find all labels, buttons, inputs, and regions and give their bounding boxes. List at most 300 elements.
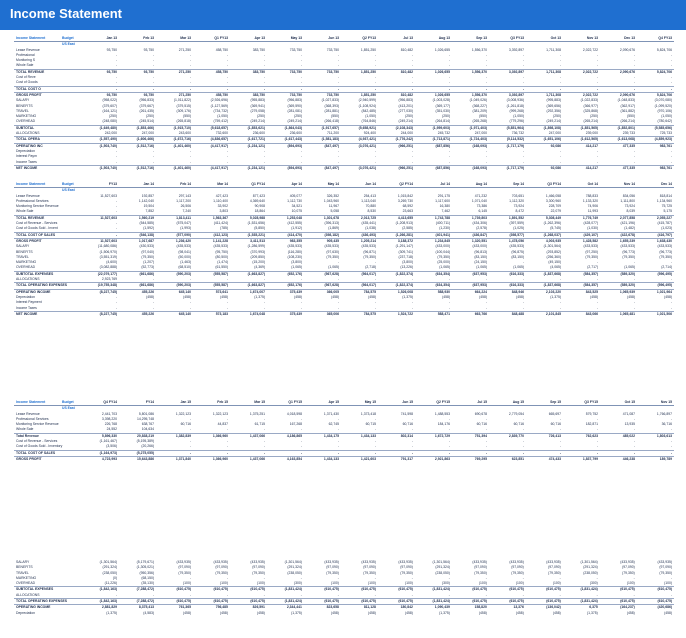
row-value: (1,613,068) bbox=[600, 137, 637, 143]
row-value: - bbox=[300, 159, 302, 164]
row-value: (265,214) bbox=[583, 119, 598, 124]
row-value: (1,038) bbox=[365, 226, 376, 231]
row-value: 1,071,040 bbox=[471, 198, 487, 203]
row-label: TOTAL OPERATING EXPENSES bbox=[14, 599, 82, 605]
statement-table bbox=[14, 36, 674, 171]
row-value: 180,842 bbox=[378, 605, 415, 611]
region-selector[interactable]: US East bbox=[62, 406, 75, 411]
row-label: SUBTOTAL EXPENSES bbox=[14, 271, 82, 277]
row-value: - bbox=[226, 416, 228, 421]
row-label: OPERATING INC bbox=[14, 143, 82, 149]
row-label: ALLOCATIONS bbox=[16, 131, 40, 136]
row-value: 90,908 bbox=[254, 204, 265, 209]
row-value: (281,881) bbox=[324, 108, 339, 113]
row-value: - bbox=[189, 154, 191, 159]
statement-selector[interactable]: Income Statement bbox=[14, 182, 60, 188]
row-value: - bbox=[119, 86, 156, 92]
row-value: 366,005 bbox=[304, 289, 341, 295]
row-value: - bbox=[115, 52, 117, 57]
row-value: - bbox=[415, 450, 452, 456]
row-value: (999,268) bbox=[509, 108, 524, 113]
row-value: (458) bbox=[220, 610, 228, 615]
row-value: 1,065,481 bbox=[600, 311, 637, 317]
row-value: 1,371,430 bbox=[323, 411, 339, 416]
row-value: - bbox=[489, 86, 526, 92]
row-value: 375,439 bbox=[267, 289, 304, 295]
row-value: - bbox=[263, 439, 265, 444]
row-value: - bbox=[263, 148, 265, 153]
row-value: 1,113,040 bbox=[361, 198, 376, 203]
row-value: (3,076,421) bbox=[341, 165, 378, 171]
row-value: (79,350) bbox=[585, 254, 598, 259]
row-value: 3,188,372 bbox=[378, 238, 415, 244]
row-value: - bbox=[670, 63, 672, 68]
row-value: - bbox=[522, 52, 524, 57]
region-selector[interactable]: US East bbox=[62, 188, 75, 193]
row-value: (250) bbox=[442, 114, 450, 119]
row-value: - bbox=[337, 575, 339, 580]
row-value: - bbox=[226, 154, 228, 159]
row-value: (79,350) bbox=[400, 570, 413, 575]
row-value: 573,183 bbox=[193, 311, 230, 317]
row-value: (100) bbox=[220, 581, 228, 586]
row-value: - bbox=[411, 75, 413, 80]
row-value: (1,375) bbox=[439, 610, 450, 615]
row-value: - bbox=[522, 159, 524, 164]
row-value: 2,022,722 bbox=[563, 69, 600, 75]
row-value: 983,761 bbox=[637, 143, 674, 149]
row-value: (956,883) bbox=[398, 98, 413, 103]
row-value: - bbox=[633, 154, 635, 159]
row-label: Monitoring S bbox=[16, 58, 36, 63]
row-value: - bbox=[226, 148, 228, 153]
row-value: (261,435) bbox=[139, 108, 154, 113]
row-value: - bbox=[374, 148, 376, 153]
row-value: - bbox=[263, 305, 265, 310]
row-value: 5,824,706 bbox=[656, 47, 672, 52]
row-value: 983,355 bbox=[267, 238, 304, 244]
row-value: (3,076,421) bbox=[341, 143, 378, 149]
row-value: - bbox=[411, 277, 413, 282]
row-value: 877,423 bbox=[252, 193, 265, 198]
row-value: - bbox=[559, 52, 561, 57]
row-value: 1,560,219 bbox=[119, 215, 156, 221]
row-value: 1,366,960 bbox=[193, 433, 230, 439]
row-value: - bbox=[263, 159, 265, 164]
row-value: (458) bbox=[331, 294, 339, 299]
row-value: (555,587) bbox=[193, 271, 230, 277]
column-header: Dec 13 bbox=[600, 36, 637, 42]
row-value: 34,521 bbox=[291, 204, 302, 209]
row-value: (1,291,147) bbox=[395, 244, 413, 249]
row-value: 1,133,320 bbox=[582, 198, 598, 203]
row-value: (433,935) bbox=[657, 560, 672, 564]
row-value: (564,017) bbox=[341, 271, 378, 277]
row-label: Depreciation bbox=[16, 148, 36, 153]
row-value: (5,114,532) bbox=[489, 137, 526, 143]
row-value: - bbox=[374, 300, 376, 305]
row-value: - bbox=[670, 75, 672, 80]
row-value: (458) bbox=[627, 294, 635, 299]
row-value: - bbox=[448, 75, 450, 80]
row-value: (970,106) bbox=[657, 108, 672, 113]
region-selector[interactable]: US East bbox=[62, 42, 75, 47]
row-value: - bbox=[337, 300, 339, 305]
row-value: (209,850) bbox=[250, 254, 265, 259]
row-value: (168,093) bbox=[452, 143, 489, 149]
row-value: - bbox=[226, 305, 228, 310]
row-value: 1,065,939 bbox=[600, 289, 637, 295]
row-value: - bbox=[152, 159, 154, 164]
row-value: - bbox=[522, 300, 524, 305]
row-value: (250) bbox=[109, 114, 117, 119]
row-value: 1,320,551 bbox=[452, 238, 489, 244]
row-value: 26,506 bbox=[180, 204, 191, 209]
row-value: - bbox=[596, 575, 598, 580]
row-value: (687,856) bbox=[415, 143, 452, 149]
page-title: Income Statement bbox=[10, 6, 122, 21]
row-value: (96,773) bbox=[622, 249, 635, 254]
row-value: - bbox=[670, 427, 672, 432]
row-label: Income Taxes bbox=[16, 305, 37, 310]
row-value: (97,090) bbox=[215, 565, 228, 570]
row-value: 228,709 bbox=[548, 204, 561, 209]
row-value: (291,324) bbox=[583, 565, 598, 570]
column-header: Jul 14 bbox=[415, 182, 452, 188]
row-value: 1,110,400 bbox=[213, 198, 228, 203]
row-value: - bbox=[304, 450, 341, 456]
row-value: (3,008,936) bbox=[506, 98, 524, 103]
row-value: (1,993) bbox=[180, 226, 191, 231]
column-header: Jun 13 bbox=[304, 36, 341, 42]
row-value: - bbox=[596, 58, 598, 63]
row-value: 4,018,598 bbox=[286, 411, 302, 416]
row-value: (68,150) bbox=[141, 575, 154, 580]
row-value: - bbox=[337, 427, 339, 432]
row-label: MARKETING bbox=[16, 114, 37, 119]
row-value: - bbox=[411, 148, 413, 153]
row-value: - bbox=[337, 58, 339, 63]
row-value: (435,533) bbox=[361, 244, 376, 249]
row-value: (1,301,564) bbox=[580, 560, 598, 564]
row-value: 7,240 bbox=[182, 209, 191, 214]
row-value: 1,851,250 bbox=[341, 92, 378, 98]
row-value: - bbox=[115, 300, 117, 305]
scenario-selector[interactable]: Budget bbox=[60, 182, 82, 188]
row-value: - bbox=[263, 80, 265, 85]
row-value: 11,527,603 bbox=[82, 215, 119, 221]
row-value: (97,090) bbox=[400, 565, 413, 570]
row-value: (5,275,055) bbox=[119, 450, 156, 456]
row-value: 588,930 bbox=[415, 289, 452, 295]
row-value: (97,250) bbox=[585, 249, 598, 254]
row-value: 1,234,845 bbox=[415, 238, 452, 244]
column-header: Feb 14 bbox=[156, 182, 193, 188]
row-value: (1,161,467) bbox=[99, 439, 117, 444]
row-value: 1,638,430 bbox=[637, 238, 674, 244]
row-value: (1,482) bbox=[624, 226, 635, 231]
row-value: (435,533) bbox=[213, 244, 228, 249]
row-value: 5,896,330 bbox=[82, 433, 119, 439]
row-value: - bbox=[485, 52, 487, 57]
row-value: 2,881,829 bbox=[82, 605, 119, 611]
column-header: Oct 14 bbox=[563, 182, 600, 188]
row-value: 5,175 bbox=[663, 209, 672, 214]
row-value: - bbox=[596, 159, 598, 164]
row-value: - bbox=[226, 63, 228, 68]
row-value: (433,000) bbox=[435, 244, 450, 249]
row-value: (610,475) bbox=[230, 599, 267, 605]
row-value: 20,838,219 bbox=[119, 433, 156, 439]
row-value: - bbox=[115, 159, 117, 164]
row-value: - bbox=[670, 154, 672, 159]
row-value: (616,333) bbox=[489, 271, 526, 277]
row-value: - bbox=[152, 305, 154, 310]
row-value: (1,401,460) bbox=[156, 143, 193, 149]
row-value: 784,575 bbox=[341, 311, 378, 317]
row-value: - bbox=[152, 148, 154, 153]
row-value: 983,761 bbox=[637, 165, 674, 171]
column-header: Oct 13 bbox=[526, 36, 563, 42]
row-value: 1,711,308 bbox=[526, 69, 563, 75]
row-value: 2,022,722 bbox=[582, 47, 598, 52]
row-value: (4,583) bbox=[143, 610, 154, 615]
row-value: - bbox=[448, 427, 450, 432]
row-value: (433,533) bbox=[583, 244, 598, 249]
row-value: (79,350) bbox=[326, 570, 339, 575]
row-value: - bbox=[374, 75, 376, 80]
row-label: ALLOCATIONS bbox=[16, 277, 40, 282]
statement-selector[interactable]: Income Statement bbox=[14, 400, 60, 406]
row-value: (1,261,818) bbox=[506, 103, 524, 108]
row-value: 36,716 bbox=[661, 422, 672, 427]
row-value: - bbox=[559, 575, 561, 580]
row-label: Income Taxes bbox=[16, 159, 37, 164]
row-value: (97,090) bbox=[474, 565, 487, 570]
row-value: - bbox=[448, 439, 450, 444]
row-value: (1,099,520) bbox=[654, 103, 672, 108]
row-value: - bbox=[559, 277, 561, 282]
column-header: Sep 13 bbox=[452, 36, 489, 42]
row-value: (1,663,827) bbox=[230, 283, 267, 289]
row-value: (458) bbox=[516, 294, 524, 299]
row-value: - bbox=[448, 300, 450, 305]
row-value: - bbox=[263, 154, 265, 159]
row-value: (1,852,801) bbox=[600, 125, 637, 131]
row-value: (100) bbox=[404, 581, 413, 586]
row-value: (79,350) bbox=[215, 570, 228, 575]
row-value: 458,750 bbox=[193, 92, 230, 98]
column-header: Q4 FY13 bbox=[637, 36, 674, 42]
row-value: (1,375) bbox=[106, 610, 117, 615]
row-value: (1,027,833) bbox=[321, 98, 339, 103]
row-value: (1,959,603) bbox=[415, 125, 452, 131]
row-value: - bbox=[300, 80, 302, 85]
row-value: - bbox=[374, 80, 376, 85]
row-value: - bbox=[596, 80, 598, 85]
row-value: - bbox=[411, 58, 413, 63]
row-value: (5,658,921) bbox=[341, 125, 378, 131]
row-value: - bbox=[633, 277, 635, 282]
row-value: - bbox=[637, 450, 674, 456]
row-value: 751,394 bbox=[452, 433, 489, 439]
row-label: TRAVEL bbox=[16, 570, 29, 575]
row-label: TOTAL OPERA bbox=[14, 137, 82, 143]
row-value: - bbox=[300, 416, 302, 421]
row-value: 11,527,603 bbox=[82, 238, 119, 244]
row-value: - bbox=[304, 86, 341, 92]
row-value: (256,360) bbox=[546, 254, 561, 259]
scenario-selector[interactable]: Budget bbox=[60, 36, 82, 42]
row-value: - bbox=[230, 86, 267, 92]
row-value: - bbox=[263, 592, 265, 597]
row-value: (15,200) bbox=[252, 260, 265, 265]
row-value: 2,921,863 bbox=[415, 456, 452, 462]
row-value: - bbox=[374, 52, 376, 57]
row-label: OVERHEAD bbox=[16, 265, 36, 270]
row-value: 711,200 bbox=[326, 131, 339, 136]
row-value: (637,953) bbox=[452, 271, 489, 277]
row-value: (610,475) bbox=[193, 587, 230, 593]
row-value: 733,750 bbox=[326, 47, 339, 52]
row-value: (98,041) bbox=[178, 249, 191, 254]
row-label: OVERHEAD bbox=[16, 119, 36, 124]
column-header: Q1 FY14 bbox=[230, 182, 267, 188]
row-value: - bbox=[378, 450, 415, 456]
column-header: Aug 15 bbox=[489, 400, 526, 406]
row-value: - bbox=[596, 439, 598, 444]
row-label: Professional Services bbox=[16, 416, 49, 421]
row-value: - bbox=[374, 439, 376, 444]
row-value: (428,077) bbox=[583, 221, 598, 226]
row-value: - bbox=[559, 159, 561, 164]
section-s3 bbox=[14, 400, 674, 462]
row-value: - bbox=[448, 416, 450, 421]
row-value: (2,717) bbox=[587, 265, 598, 270]
row-value: (434,306) bbox=[472, 221, 487, 226]
row-value: (610,475) bbox=[378, 599, 415, 605]
row-value: (1,301,564) bbox=[432, 560, 450, 564]
row-value: (610,475) bbox=[304, 599, 341, 605]
row-value: 158,820 bbox=[452, 605, 489, 611]
row-value: - bbox=[374, 58, 376, 63]
row-value: (414,470) bbox=[267, 232, 304, 238]
row-value: 471,087 bbox=[622, 411, 635, 416]
row-value: 1,111,800 bbox=[620, 198, 635, 203]
row-value: 2,103,220 bbox=[526, 289, 563, 295]
row-value: (413,201) bbox=[398, 103, 413, 108]
row-value: - bbox=[300, 427, 302, 432]
section-s2 bbox=[14, 182, 674, 317]
row-value: 93,750 bbox=[119, 69, 156, 75]
row-label: Lease Revenue bbox=[16, 47, 40, 52]
row-label: SUBTOTAL bbox=[14, 125, 82, 131]
row-value: (379,667) bbox=[139, 103, 154, 108]
statement-selector[interactable]: Income Statement bbox=[14, 36, 60, 42]
row-value: (577,090) bbox=[156, 232, 193, 238]
row-value: 579,752 bbox=[585, 411, 598, 416]
row-value: - bbox=[341, 450, 378, 456]
row-value: - bbox=[115, 294, 117, 299]
row-value: - bbox=[189, 148, 191, 153]
row-value: - bbox=[82, 232, 119, 238]
row-value: 455,226 bbox=[119, 311, 156, 317]
row-value: (4,417,917) bbox=[193, 143, 230, 149]
row-value: (250) bbox=[146, 114, 154, 119]
row-value: (610,475) bbox=[637, 587, 674, 593]
table-row bbox=[14, 311, 674, 317]
row-value: 60,715 bbox=[365, 422, 376, 427]
row-value: - bbox=[226, 592, 228, 597]
row-value: (734,732) bbox=[213, 108, 228, 113]
row-value: 1,428,582 bbox=[563, 238, 600, 244]
row-value: (281,081) bbox=[287, 108, 302, 113]
row-value: (652,176) bbox=[267, 271, 304, 277]
statement-table bbox=[14, 182, 674, 317]
row-value: - bbox=[115, 221, 117, 226]
row-value: - bbox=[226, 444, 228, 449]
row-value: (95,750) bbox=[215, 249, 228, 254]
row-value: (1,375) bbox=[291, 610, 302, 615]
row-value: 762,623 bbox=[563, 433, 600, 439]
row-value: - bbox=[193, 450, 230, 456]
row-value: (584,357) bbox=[563, 271, 600, 277]
row-value: (1,592) bbox=[143, 226, 154, 231]
row-value: 834,056 bbox=[622, 193, 635, 198]
row-value: 2,923,769 bbox=[101, 277, 117, 282]
row-value: 1,776,749 bbox=[563, 215, 600, 221]
row-value: - bbox=[115, 58, 117, 63]
row-value: - bbox=[300, 439, 302, 444]
row-value: - bbox=[300, 277, 302, 282]
row-value: - bbox=[596, 444, 598, 449]
row-value: - bbox=[226, 300, 228, 305]
row-value: (610,475) bbox=[526, 587, 563, 593]
row-value: (97,090) bbox=[548, 565, 561, 570]
row-value: - bbox=[152, 52, 154, 57]
row-value: (79,350) bbox=[437, 254, 450, 259]
row-value: (433,935) bbox=[324, 560, 339, 564]
row-value: (7,288,472) bbox=[119, 587, 156, 593]
row-value: (24,150) bbox=[474, 260, 487, 265]
row-value: 2,090,676 bbox=[600, 92, 637, 98]
row-value: 1,655,239 bbox=[600, 238, 637, 244]
row-value: - bbox=[485, 58, 487, 63]
row-value: - bbox=[637, 86, 674, 92]
row-value: - bbox=[633, 427, 635, 432]
row-value: (1,234,121) bbox=[230, 143, 267, 149]
row-value: (458) bbox=[664, 610, 672, 615]
row-value: (433,533) bbox=[657, 244, 672, 249]
row-value: 11,967 bbox=[328, 204, 339, 209]
row-value: 1,021,506 bbox=[637, 311, 674, 317]
table-row bbox=[14, 456, 674, 462]
row-value: - bbox=[263, 58, 265, 63]
row-value: - bbox=[670, 159, 672, 164]
row-value: - bbox=[189, 575, 191, 580]
scenario-selector[interactable]: Budget bbox=[60, 400, 82, 406]
row-value: 2,101,845 bbox=[526, 311, 563, 317]
row-value: - bbox=[526, 450, 563, 456]
row-value: - bbox=[300, 305, 302, 310]
row-value: (433,935) bbox=[398, 560, 413, 564]
column-header: Feb 15 bbox=[193, 400, 230, 406]
row-value: (458) bbox=[183, 294, 191, 299]
row-value: 732,600 bbox=[215, 131, 228, 136]
row-value: (458) bbox=[368, 294, 376, 299]
row-value: 254,413 bbox=[363, 193, 376, 198]
row-value: (436,493) bbox=[341, 232, 378, 238]
